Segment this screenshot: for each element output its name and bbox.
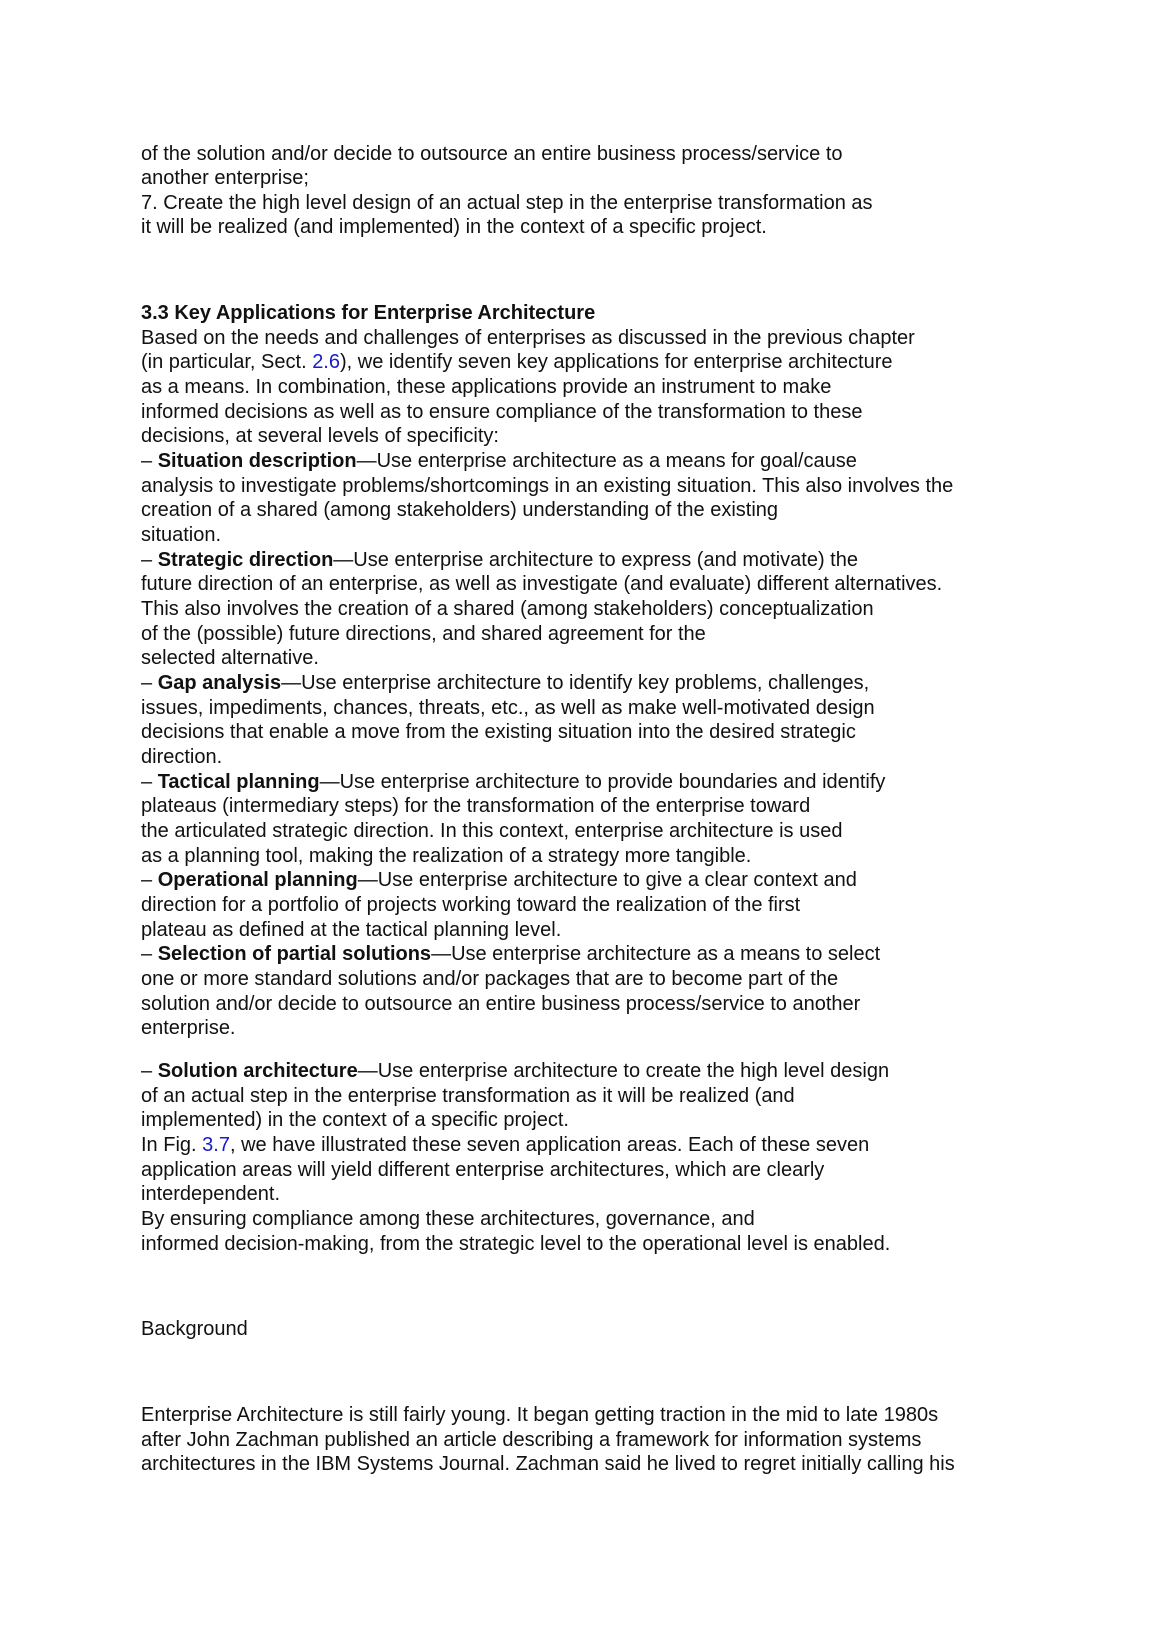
term-gap-analysis: Gap analysis — [157, 672, 282, 694]
text-line: plateau as defined at the tactical planning level. — [141, 919, 562, 941]
dash: – — [141, 771, 158, 793]
text-fragment: In Fig. — [141, 1134, 203, 1156]
background-heading: Background — [141, 1318, 248, 1340]
text-line: one or more standard solutions and/or packages that are to become part of the — [141, 968, 839, 990]
text-fragment: —Use enterprise architecture to express (and motivate) the — [333, 549, 858, 571]
text-fragment: —Use enterprise architecture to create the high level design — [357, 1060, 890, 1082]
dash: – — [141, 943, 158, 965]
list-item-solution-architecture — [141, 1059, 889, 1083]
text-line: as a means. In combination, these applications provide an instrument to make — [141, 376, 832, 398]
text-fragment: —Use enterprise architecture to identify key problems, challenges, — [281, 672, 870, 694]
dash: – — [141, 672, 158, 694]
text-line: direction. — [141, 746, 223, 768]
text-line: architectures in the IBM Systems Journal. Zachman said he lived to regret initially calling his — [141, 1453, 955, 1475]
section-ref-link[interactable]: 2.6 — [312, 351, 340, 373]
text-line: 7. Create the high level design of an actual step in the enterprise transformation as — [141, 192, 873, 214]
term-partial-solutions: Selection of partial solutions — [157, 943, 432, 965]
text-line: Enterprise Architecture is still fairly young. It began getting traction in the mid to late 1980s — [141, 1404, 939, 1426]
text-line — [141, 1133, 869, 1157]
list-item-gap-analysis — [141, 671, 869, 695]
text-line: By ensuring compliance among these architectures, governance, and — [141, 1208, 755, 1230]
text-line: future direction of an enterprise, as well as investigate (and evaluate) different alternatives. — [141, 573, 943, 595]
list-item-strategic-direction — [141, 548, 858, 572]
term-strategic-direction: Strategic direction — [157, 549, 334, 571]
text-fragment: —Use enterprise architecture to give a clear context and — [357, 869, 857, 891]
text-line: direction for a portfolio of projects working toward the realization of the first — [141, 894, 801, 916]
text-line: decisions that enable a move from the existing situation into the desired strategic — [141, 721, 856, 743]
text-line: issues, impediments, chances, threats, etc., as well as make well-motivated design — [141, 697, 875, 719]
text-line: solution and/or decide to outsource an entire business process/service to another — [141, 993, 861, 1015]
dash: – — [141, 450, 158, 472]
text-fragment: —Use enterprise architecture to provide boundaries and identify — [319, 771, 886, 793]
text-line: of the solution and/or decide to outsource an entire business process/service to — [141, 143, 843, 165]
text-line: of the (possible) future directions, and shared agreement for the — [141, 623, 706, 645]
text-fragment: (in particular, Sect. — [141, 351, 313, 373]
text-line: informed decisions as well as to ensure compliance of the transformation to these — [141, 401, 863, 423]
text-line: Based on the needs and challenges of enterprises as discussed in the previous chapter — [141, 327, 915, 349]
text-fragment: ), we identify seven key applications for enterprise architecture — [340, 351, 893, 373]
list-item-partial-solutions — [141, 942, 880, 966]
text-line: decisions, at several levels of specificity: — [141, 425, 499, 447]
text-line: of an actual step in the enterprise transformation as it will be realized (and — [141, 1085, 795, 1107]
text-line: plateaus (intermediary steps) for the transformation of the enterprise toward — [141, 795, 811, 817]
text-line: after John Zachman published an article describing a framework for information systems — [141, 1429, 922, 1451]
text-line: informed decision-making, from the strategic level to the operational level is enabled. — [141, 1233, 891, 1255]
text-line: as a planning tool, making the realization of a strategy more tangible. — [141, 845, 752, 867]
text-line: creation of a shared (among stakeholders) understanding of the existing — [141, 499, 779, 521]
dash: – — [141, 869, 158, 891]
section-heading: 3.3 Key Applications for Enterprise Architecture — [141, 302, 596, 324]
text-line: interdependent. — [141, 1183, 281, 1205]
text-fragment: , we have illustrated these seven application areas. Each of these seven — [229, 1134, 870, 1156]
term-situation-description: Situation description — [157, 450, 357, 472]
text-line — [141, 350, 893, 374]
dash: – — [141, 1060, 158, 1082]
figure-ref-link[interactable]: 3.7 — [202, 1134, 230, 1156]
list-item-operational-planning — [141, 868, 857, 892]
dash: – — [141, 549, 158, 571]
text-line: This also involves the creation of a shared (among stakeholders) conceptualization — [141, 598, 874, 620]
text-line: situation. — [141, 524, 222, 546]
text-line: another enterprise; — [141, 167, 309, 189]
text-line: it will be realized (and implemented) in the context of a specific project. — [141, 216, 767, 238]
text-fragment: —Use enterprise architecture as a means for goal/cause — [356, 450, 857, 472]
text-line: the articulated strategic direction. In this context, enterprise architecture is used — [141, 820, 843, 842]
text-line: analysis to investigate problems/shortcomings in an existing situation. This also involves the — [141, 475, 954, 497]
text-line: enterprise. — [141, 1017, 236, 1039]
list-item-situation-description — [141, 449, 857, 473]
term-tactical-planning: Tactical planning — [157, 771, 320, 793]
term-operational-planning: Operational planning — [157, 869, 358, 891]
text-line: selected alternative. — [141, 647, 319, 669]
text-fragment: —Use enterprise architecture as a means to select — [431, 943, 881, 965]
term-solution-architecture: Solution architecture — [157, 1060, 358, 1082]
text-line: implemented) in the context of a specific project. — [141, 1109, 569, 1131]
list-item-tactical-planning — [141, 770, 885, 794]
text-line: application areas will yield different enterprise architectures, which are clearly — [141, 1159, 825, 1181]
